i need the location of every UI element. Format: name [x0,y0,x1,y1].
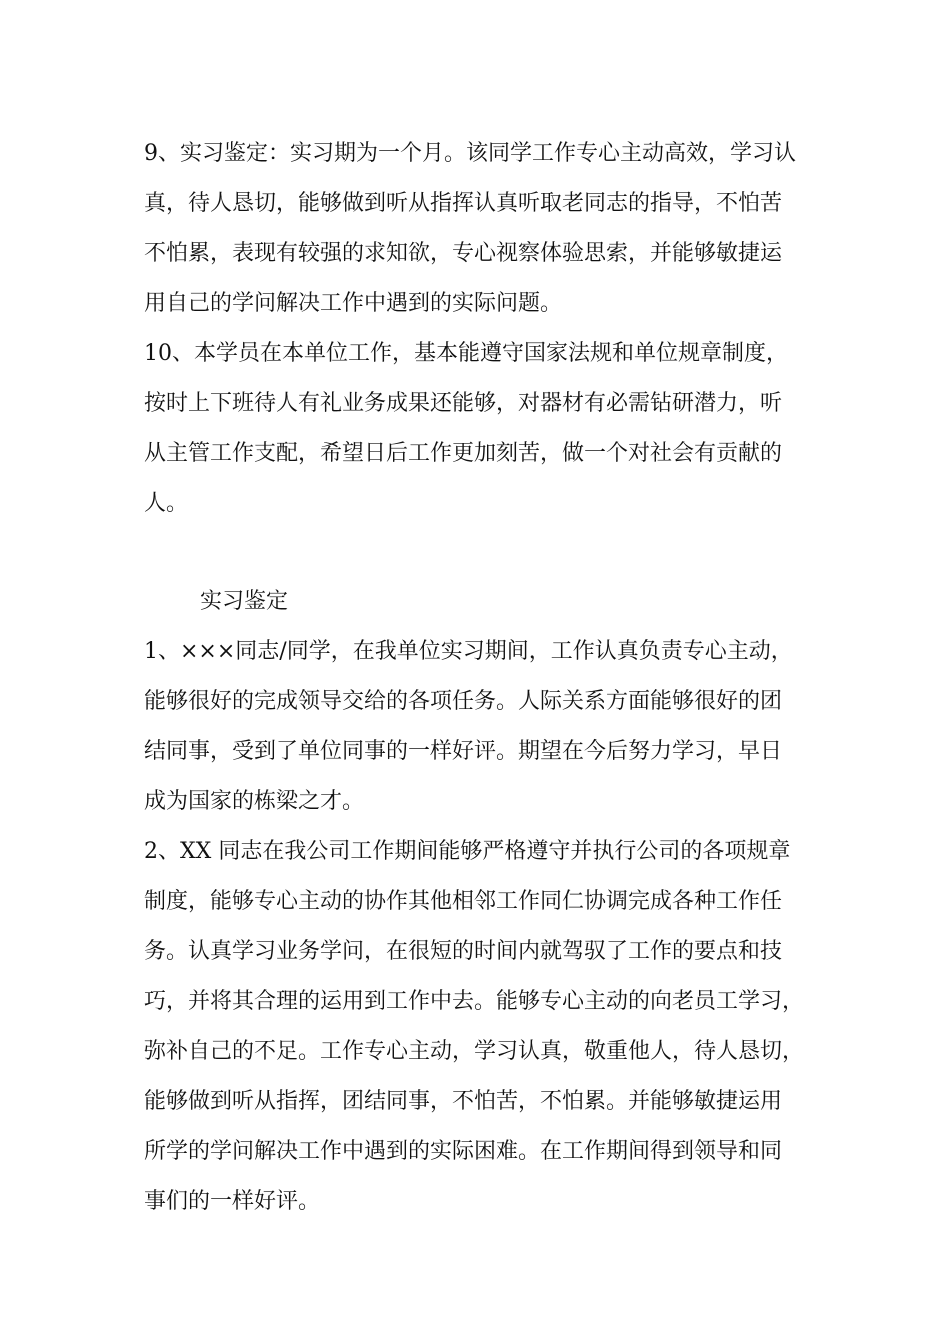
text-line: 从主管工作支配，希望日后工作更加刻苦，做一个对社会有贡献的 [144,441,783,466]
text-line: 不怕累，表现有较强的求知欲，专心视察体验思索，并能够敏捷运 [144,241,783,266]
text-line: 2、XX 同志在我公司工作期间能够严格遵守并执行公司的各项规章 [144,839,791,864]
text-line: 弥补自己的不足。工作专心主动，学习认真，敬重他人，待人恳切， [144,1039,805,1064]
text-line: 结同事，受到了单位同事的一样好评。期望在今后努力学习，早日 [144,739,783,764]
text-line: 1、×××同志/同学，在我单位实习期间，工作认真负责专心主动， [144,639,793,664]
text-line: 制度，能够专心主动的协作其他相邻工作同仁协调完成各种工作任 [144,889,783,914]
text-line: 能够做到听从指挥，团结同事，不怕苦，不怕累。并能够敏捷运用 [144,1089,783,1114]
text-line: 真，待人恳切，能够做到听从指挥认真听取老同志的指导，不怕苦 [144,191,783,216]
text-line: 用自己的学问解决工作中遇到的实际问题。 [144,291,563,316]
text-line: 成为国家的栋梁之才。 [144,789,365,814]
text-line: 事们的一样好评。 [144,1189,321,1214]
text-line: 能够很好的完成领导交给的各项任务。人际关系方面能够很好的团 [144,689,783,714]
section-heading: 实习鉴定 [200,589,289,614]
text-line: 务。认真学习业务学问，在很短的时间内就驾驭了工作的要点和技 [144,939,783,964]
text-line: 巧，并将其合理的运用到工作中去。能够专心主动的向老员工学习， [144,989,805,1014]
text-line: 所学的学问解决工作中遇到的实际困难。在工作期间得到领导和同 [144,1139,783,1164]
text-line: 10、本学员在本单位工作，基本能遵守国家法规和单位规章制度， [144,341,788,366]
text-line: 按时上下班待人有礼业务成果还能够，对器材有必需钻研潜力，听 [144,391,783,416]
text-line: 人。 [144,491,189,516]
text-line: 9、实习鉴定：实习期为一个月。该同学工作专心主动高效，学习认 [144,141,796,166]
